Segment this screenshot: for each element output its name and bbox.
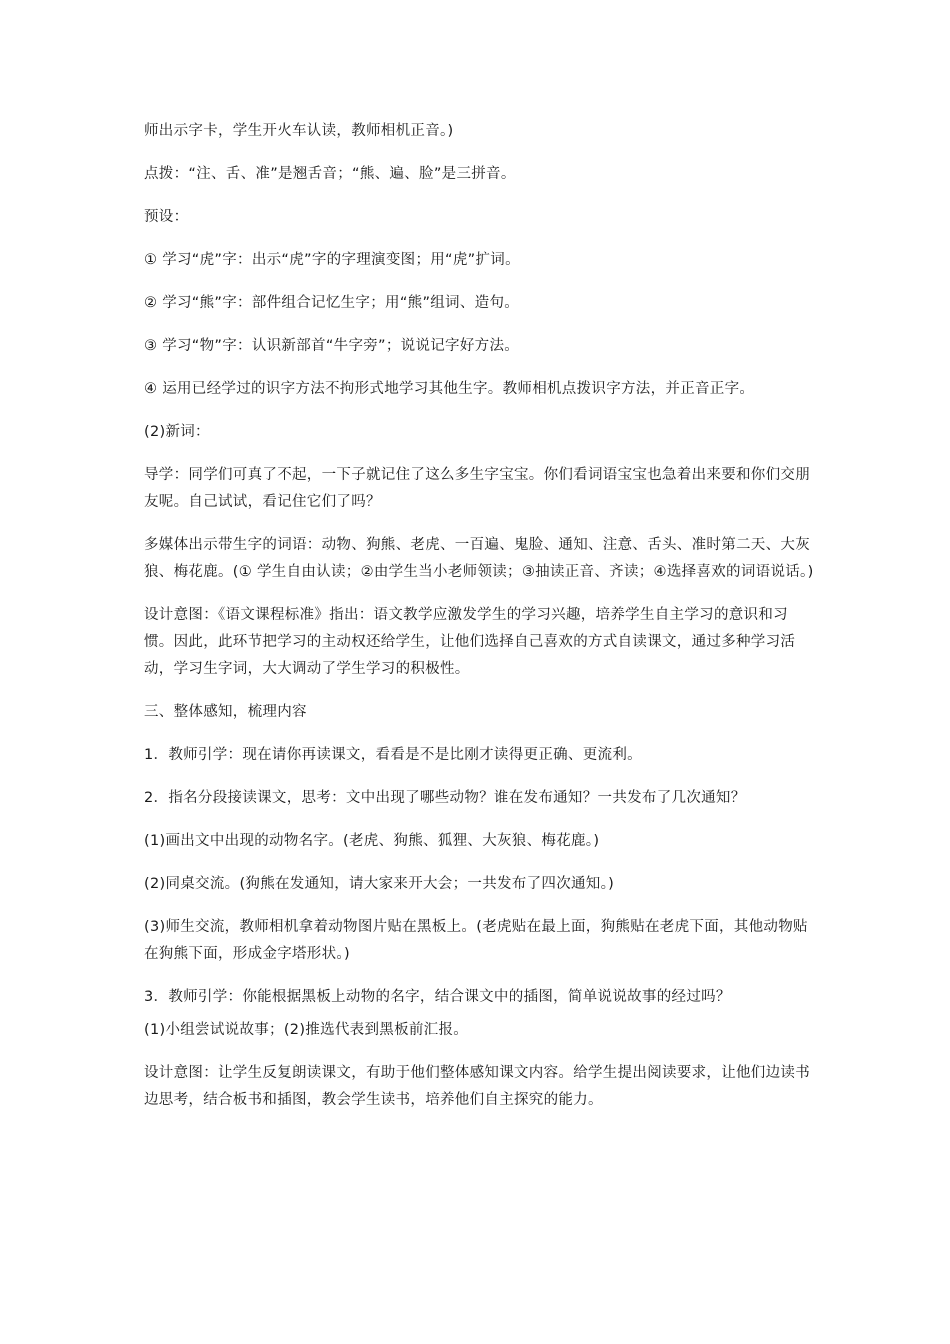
paragraph: 导学：同学们可真了不起，一下子就记住了这么多生字宝宝。你们看词语宝宝也急着出来要和你们交朋友呢。自己试试，看记住它们了吗？: [144, 467, 810, 510]
paragraph: ② 学习“熊”字：部件组合记忆生字；用“熊”组词、造句。: [144, 295, 520, 311]
paragraph: (3)师生交流，教师相机拿着动物图片贴在黑板上。(老虎贴在最上面，狗熊贴在老虎下面，其他动物贴在狗熊下面，形成金字塔形状。): [144, 919, 808, 962]
paragraph: 设计意图：让学生反复朗读课文，有助于他们整体感知课文内容。给学生提出阅读要求，让他们边读书边思考，结合板书和插图，教会学生读书，培养他们自主探究的能力。: [144, 1065, 810, 1108]
paragraph: 预设：: [144, 209, 189, 225]
paragraph: 设计意图：《语文课程标准》指出：语文教学应激发学生的学习兴趣，培养学生自主学习的意识和习惯。因此，此环节把学习的主动权还给学生，让他们选择自己喜欢的方式自读课文，通过多种学习活动，学习生字词，大大调动了学生学习的积极性。: [144, 607, 796, 677]
paragraph: 3．教师引学：你能根据黑板上动物的名字，结合课文中的插图，简单说说故事的经过吗？: [144, 989, 731, 1005]
paragraph: 点拨：“注、舌、准”是翘舌音；“熊、遍、脸”是三拼音。: [144, 166, 516, 182]
paragraph: 多媒体出示带生字的词语：动物、狗熊、老虎、一百遍、鬼脸、通知、注意、舌头、准时第二天、大灰狼、梅花鹿。(① 学生自由认读；②由学生当小老师领读；③抽读正音、齐读；④选择喜欢的词语说话。): [144, 537, 814, 580]
paragraph: ① 学习“虎”字：出示“虎”字的字理演变图；用“虎”扩词。: [144, 252, 520, 268]
section-heading: 三、整体感知，梳理内容: [144, 704, 307, 720]
paragraph: 师出示字卡，学生开火车认读，教师相机正音。): [144, 123, 454, 139]
paragraph: 2．指名分段接读课文，思考：文中出现了哪些动物？谁在发布通知？一共发布了几次通知？: [144, 790, 746, 806]
paragraph: (2)新词：: [144, 424, 210, 440]
paragraph: ③ 学习“物”字：认识新部首“牛字旁”；说说记字好方法。: [144, 338, 520, 354]
paragraph: (2)同桌交流。(狗熊在发通知，请大家来开大会；一共发布了四次通知。): [144, 876, 615, 892]
paragraph: ④ 运用已经学过的识字方法不拘形式地学习其他生字。教师相机点拨识字方法，并正音正字。: [144, 381, 755, 397]
paragraph: 1．教师引学：现在请你再读课文，看看是不是比刚才读得更正确、更流利。: [144, 747, 642, 763]
document-body: [144, 118, 814, 1130]
paragraph: (1)画出文中出现的动物名字。(老虎、狗熊、狐狸、大灰狼、梅花鹿。): [144, 833, 600, 849]
paragraph: (1)小组尝试说故事；(2)推选代表到黑板前汇报。: [144, 1022, 469, 1038]
